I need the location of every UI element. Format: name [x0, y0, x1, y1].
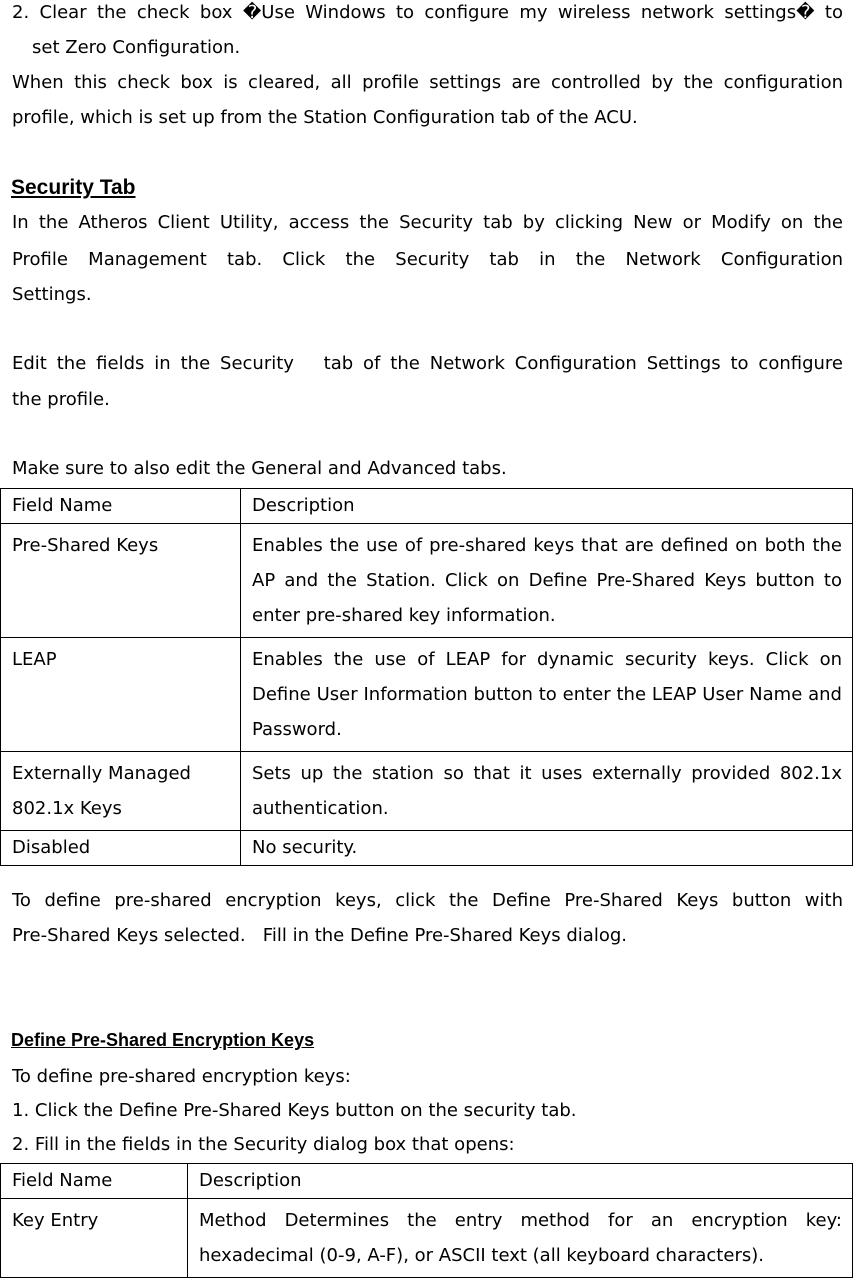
field-name-cell: LEAP — [1, 638, 241, 752]
table-row — [1, 1199, 853, 1278]
table-row — [1, 524, 853, 638]
table-row — [1, 752, 853, 831]
table-header-row — [1, 1164, 853, 1199]
column-header-field: Field Name — [1, 1164, 188, 1199]
description-cell: Enables the use of LEAP for dynamic security keys. Click on Define User Information button to enter the LEAP User Name and Password. — [241, 638, 853, 752]
column-header-description: Description — [241, 489, 853, 524]
key-fields-table — [0, 1163, 853, 1278]
define-keys-instruction-line-2: Pre-Shared Keys selected. Fill in the Define Pre-Shared Keys dialog. — [12, 925, 627, 946]
table-row — [1, 638, 853, 752]
intro-step-line-1: 2. Clear the check box �Use Windows to configure my wireless network settings� to — [12, 2, 843, 23]
define-keys-step-2: 2. Fill in the fields in the Security dialog box that opens: — [12, 1134, 515, 1155]
intro-step-line-2: set Zero Configuration. — [32, 37, 241, 58]
security-paragraph-line-2: Profile Management tab. Click the Security tab in the Network Configuration — [12, 249, 843, 270]
security-tab-heading: Security Tab — [11, 176, 136, 199]
description-cell: Sets up the station so that it uses externally provided 802.1x authentication. — [241, 752, 853, 831]
security-paragraph-line-3: Settings. — [12, 284, 92, 305]
intro-paragraph-line-2: profile, which is set up from the Station Configuration tab of the ACU. — [12, 107, 638, 128]
field-name-cell: Key Entry — [1, 1199, 188, 1278]
table-row — [1, 831, 853, 866]
field-name-cell: Externally Managed 802.1x Keys — [1, 752, 241, 831]
security-fields-table — [0, 488, 853, 866]
define-keys-intro: To define pre-shared encryption keys: — [12, 1066, 351, 1087]
define-keys-heading: Define Pre-Shared Encryption Keys — [11, 1030, 315, 1050]
define-keys-instruction-line-1: To define pre-shared encryption keys, click the Define Pre-Shared Keys button with — [12, 890, 843, 911]
description-cell: No security. — [241, 831, 853, 866]
description-cell: Enables the use of pre-shared keys that are defined on both the AP and the Station. Click on Define Pre-Shared Keys button to enter pre-shared key information. — [241, 524, 853, 638]
column-header-description: Description — [188, 1164, 853, 1199]
column-header-field: Field Name — [1, 489, 241, 524]
edit-fields-line-1: Edit the fields in the Security tab of the Network Configuration Settings to configure — [12, 353, 843, 374]
description-cell: Method Determines the entry method for an encryption key: hexadecimal (0-9, A-F), or ASCII text (all keyboard characters). — [188, 1199, 853, 1278]
table-header-row — [1, 489, 853, 524]
field-name-cell: Pre-Shared Keys — [1, 524, 241, 638]
also-edit-note: Make sure to also edit the General and Advanced tabs. — [12, 458, 507, 479]
define-keys-step-1: 1. Click the Define Pre-Shared Keys button on the security tab. — [12, 1100, 577, 1121]
security-paragraph-line-1: In the Atheros Client Utility, access the Security tab by clicking New or Modify on the — [12, 212, 843, 233]
field-name-cell: Disabled — [1, 831, 241, 866]
intro-paragraph-line-1: When this check box is cleared, all profile settings are controlled by the configuration — [12, 72, 843, 93]
edit-fields-line-2: the profile. — [12, 389, 110, 410]
